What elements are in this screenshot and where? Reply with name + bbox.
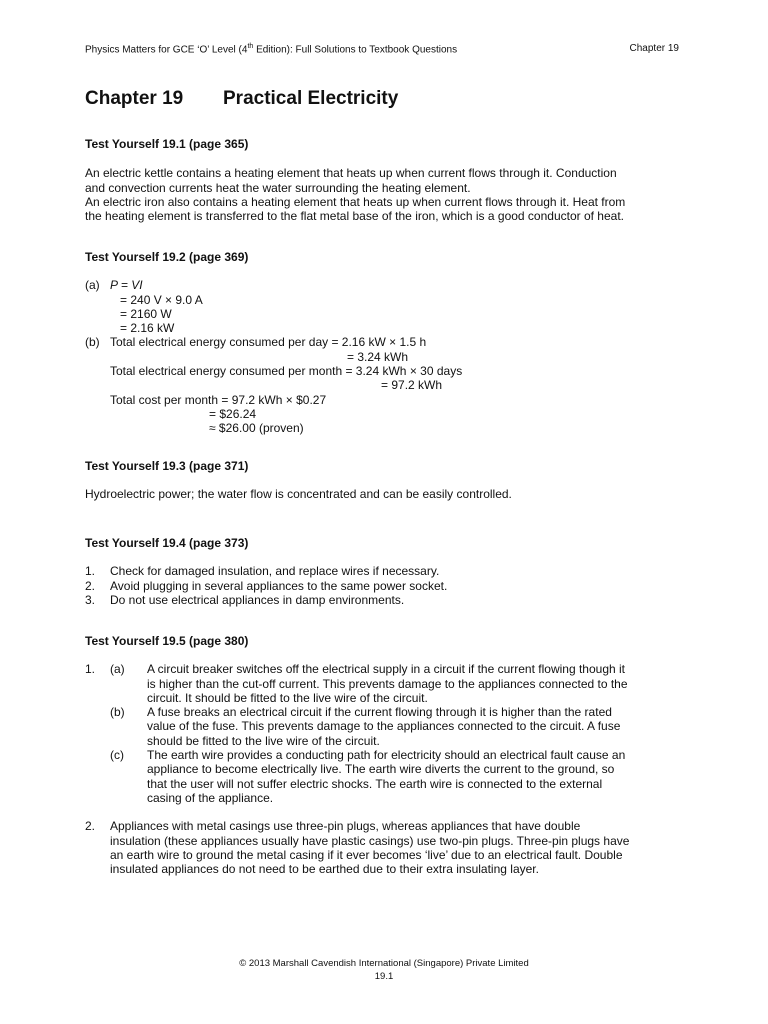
question-number: 1. [85,662,96,677]
paragraph-line: and convection currents heat the water surrounding the heating element. [85,180,471,195]
equation-line: = 2.16 kW [120,321,175,336]
chapter-name: Practical Electricity [223,88,399,109]
part-label: (b) [110,705,125,720]
equation-line: Total electrical energy consumed per month = 3.24 kWh × 30 days [110,364,463,379]
section-19-3 [85,459,685,502]
part-b [110,705,685,748]
section-heading: Test Yourself 19.3 (page 371) [85,459,249,473]
paragraph-line: the heating element is transferred to the flat metal base of the iron, which is a good conductor of heat. [85,209,624,224]
equation-line: = 97.2 kWh [381,378,443,393]
section-heading: Test Yourself 19.5 (page 380) [85,634,249,648]
item-text: Avoid plugging in several appliances to the same power socket. [110,578,448,593]
paragraph-line: Hydroelectric power; the water flow is concentrated and can be easily controlled. [85,487,512,502]
equation-line: = 240 V × 9.0 A [120,292,203,307]
item-number: 3. [85,592,96,607]
paragraph-line: The earth wire provides a conducting path for electricity should an electrical fault cause an [147,748,626,763]
footer-copyright: © 2013 Marshall Cavendish International (Singapore) Private Limited [239,958,529,969]
paragraph-line: insulated appliances do not need to be earthed due to their extra insulating layer. [110,862,539,877]
section-19-5 [85,634,685,876]
paragraph-line: an earth wire to ground the metal casing if it ever becomes ‘live’ due to an electrical fault. Double [110,847,623,862]
part-label: (a) [110,662,125,677]
equation-line: ≈ $26.00 (proven) [209,421,304,436]
equation-line: Total cost per month = 97.2 kWh × $0.27 [110,392,327,407]
section-heading: Test Yourself 19.4 (page 373) [85,536,249,550]
header-book-title: Physics Matters for GCE ‘O’ Level (4th Edition): Full Solutions to Textbook Questions [85,43,458,56]
paragraph-line: that the user will not suffer electric shocks. The earth wire is connected to the external [147,776,603,791]
question-number: 2. [85,819,96,834]
item-text: Do not use electrical appliances in damp environments. [110,592,405,607]
list-item [85,579,685,593]
paragraph-line: casing of the appliance. [147,790,274,805]
equation-line: Total electrical energy consumed per day = 2.16 kW × 1.5 h [110,335,427,350]
equation-line: = 3.24 kWh [347,349,409,364]
section-heading: Test Yourself 19.1 (page 365) [85,137,249,151]
paragraph-line: A circuit breaker switches off the electrical supply in a circuit if the current flowing though it [147,662,626,677]
paragraph-line: value of the fuse. This prevents damage to the appliances connected to the circuit. A fuse [147,719,621,734]
part-b [85,335,685,349]
paragraph-line: An electric iron also contains a heating element that heats up when current flows through it. Heat from [85,194,626,209]
part-label: (c) [110,748,124,763]
page-number: 19.1 [374,971,394,982]
header-chapter: Chapter 19 [629,43,679,54]
part-label: (a) [85,278,100,293]
part-c [110,748,685,805]
equation-line: = 2160 W [120,306,172,321]
paragraph-line: is higher than the cut-off current. This prevents damage to the appliances connected to the [147,676,628,691]
paragraph-line: should be fitted to the live wire of the circuit. [147,733,380,748]
paragraph-line: Appliances with metal casings use three-pin plugs, whereas appliances that have double [110,819,581,834]
list-item [85,593,685,607]
section-heading: Test Yourself 19.2 (page 369) [85,250,249,264]
paragraph-line: circuit. It should be fitted to the live wire of the circuit. [147,690,428,705]
paragraph-line: A fuse breaks an electrical circuit if the current flowing through it is higher than the rated [147,705,612,720]
item-number: 1. [85,564,96,579]
item-number: 2. [85,578,96,593]
question-2 [85,819,685,876]
part-a [85,278,685,292]
section-19-1 [85,137,685,223]
list-item [85,564,685,578]
equation-line: = $26.24 [209,406,257,421]
chapter-title [85,88,398,110]
item-text: Check for damaged insulation, and replace wires if necessary. [110,564,440,579]
equation: P = VI [110,278,143,293]
chapter-number: Chapter 19 [85,88,184,109]
section-19-2 [85,250,685,436]
paragraph-line: insulation (these appliances usually have plastic casings) use two-pin plugs. Three-pin plugs have [110,833,630,848]
question-1 [85,662,685,805]
section-19-4 [85,536,685,607]
part-a [110,662,685,705]
paragraph-line: appliance to become electrically live. The earth wire diverts the current to the ground, so [147,762,615,777]
paragraph-line: An electric kettle contains a heating element that heats up when current flows through it. Conduction [85,166,617,181]
running-header [85,43,679,55]
part-label: (b) [85,335,100,350]
